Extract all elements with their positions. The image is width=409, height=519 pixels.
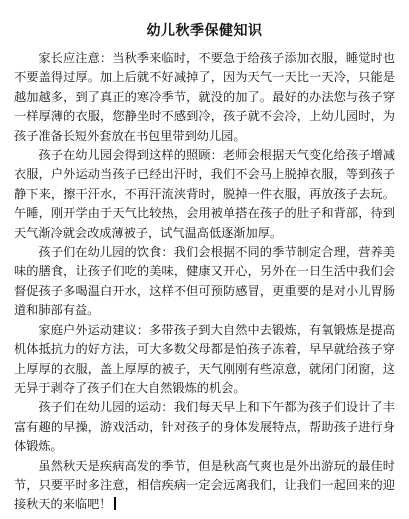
paragraph-parent-advice: 家长应注意：当秋季来临时，不要急于给孩子添加衣服，睡觉时也不要盖得过厚。加上后就不好减掉了，因为天气一天比一天冷，只能是越加越多，到了真正的寒冷季节，就没的加了。最好的办法您与孩子穿一样厚薄的衣服，您静坐时不感到冷，孩子就不会冷，上幼儿园时，为孩子准备长短外套放在书包里带到幼儿园。	[14, 51, 395, 143]
text-cursor	[114, 497, 116, 510]
paragraph-closing[interactable]	[14, 457, 395, 515]
paragraph-kindergarten-diet: 孩子们在幼儿园的饮食：我们会根据不同的季节制定合理，营养美味的膳食，让孩子们吃的美味，健康又开心，另外在一日生活中我们会督促孩子多喝温白开水，这样不但可预防感冒，更重要的是对小儿胃肠道和肺部有益。	[14, 245, 395, 318]
document-page	[14, 22, 395, 515]
paragraph-kindergarten-sports: 孩子们在幼儿园的运动：我们每天早上和下午都为孩子们设计了丰富有趣的早操，游戏活动，针对孩子的身体发展特点，帮助孩子进行身体锻炼。	[14, 400, 395, 454]
paragraph-closing-text: 虽然秋天是疾病高发的季节，但是秋高气爽也是外出游玩的最佳时节，只要平时多注意，相信疾病一定会远离我们，让我们一起回来的迎接秋天的来临吧！	[14, 458, 395, 512]
paragraph-kindergarten-care: 孩子在幼儿园会得到这样的照顾：老师会根据天气变化给孩子增减衣服，户外运动当孩子已经出汗时，我们不会马上脱掉衣服，等到孩子静下来，擦干汗水，不再汗流浃背时，脱掉一件衣服，再放孩子去玩。午睡，刚开学由于天气比较热，会用被单搭在孩子的肚子和背部，待到天气渐冷就会改成薄被子，试气温高低逐渐加厚。	[14, 148, 395, 240]
paragraph-outdoor-exercise: 家庭户外运动建议：多带孩子到大自然中去锻炼，有氧锻炼是提高机体抵抗力的好方法，可大多数父母都是怕孩子冻着，早早就给孩子穿上厚厚的衣服，盖上厚厚的被子，天气刚刚有些凉意，就闭门闭窗，这无异于剥夺了孩子们在大自然锻炼的机会。	[14, 322, 395, 395]
document-title: 幼儿秋季保健知识	[146, 23, 263, 39]
